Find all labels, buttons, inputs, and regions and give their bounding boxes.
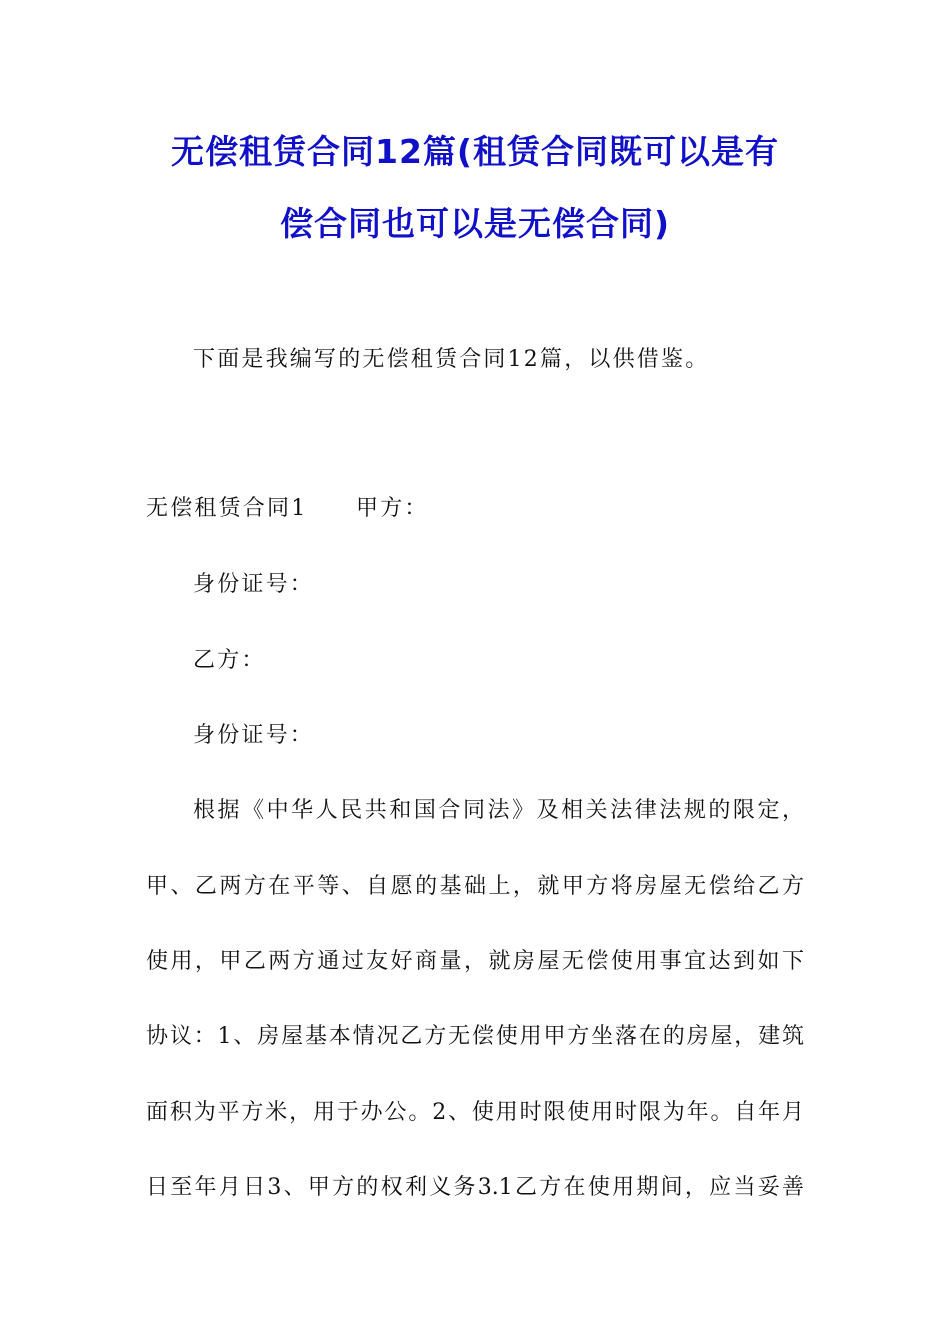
body-line-4: 协议：1、房屋基本情况乙方无偿使用甲方坐落在的房屋，建筑 — [146, 1024, 804, 1049]
body-line-5: 面积为平方米，用于办公。2、使用时限使用时限为年。自年月 — [146, 1100, 804, 1125]
intro-paragraph: 下面是我编写的无偿租赁合同12篇，以供借鉴。 — [193, 347, 710, 372]
document-title-line-2: 偿合同也可以是无偿合同) — [279, 204, 671, 243]
body-line-1: 根据《中华人民共和国合同法》及相关法律法规的限定， — [193, 798, 804, 823]
section-heading: 无偿租赁合同1 — [146, 496, 308, 521]
body-line-6: 日至年月日3、甲方的权利义务3.1乙方在使用期间，应当妥善 — [146, 1175, 804, 1200]
party-b-label: 乙方： — [193, 648, 266, 673]
id-number-a-label: 身份证号： — [193, 572, 315, 597]
party-a-label: 甲方： — [356, 496, 429, 521]
id-number-b-label: 身份证号： — [193, 723, 315, 748]
body-line-3: 使用，甲乙两方通过友好商量，就房屋无偿使用事宜达到如下 — [146, 949, 804, 974]
document-title-line-1: 无偿租赁合同12篇(租赁合同既可以是有 — [170, 132, 779, 171]
body-line-2: 甲、乙两方在平等、自愿的基础上，就甲方将房屋无偿给乙方 — [146, 874, 804, 899]
